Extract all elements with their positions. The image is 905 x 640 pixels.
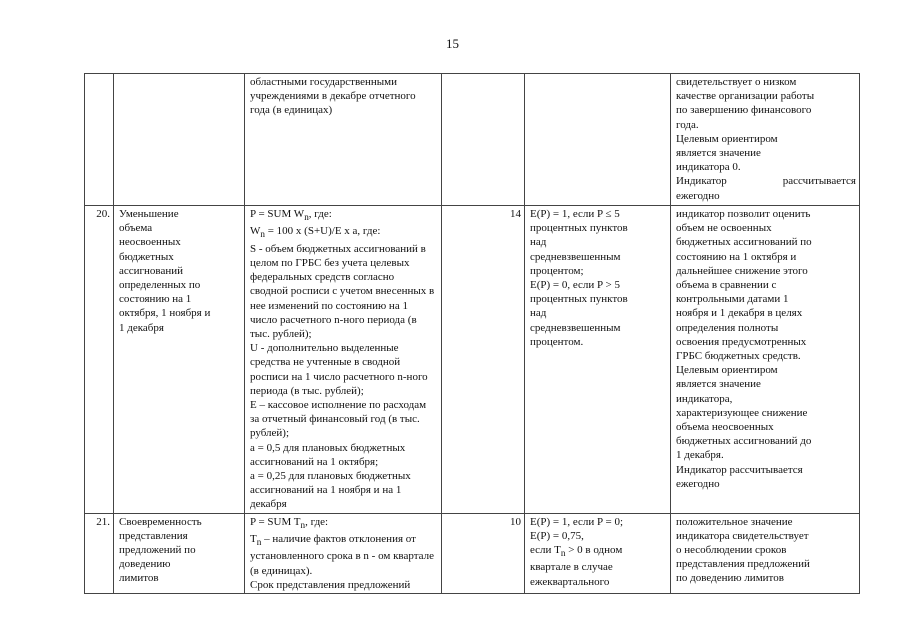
eval-line: ежеквартального (530, 575, 610, 588)
comment-line-justified (676, 174, 856, 188)
eval-t-line: если $T_n > 0$ в одном (530, 544, 623, 559)
formula-line: U - дополнительно выделенные (250, 342, 399, 355)
formula-line: года (в единицах) (250, 104, 333, 117)
evaluation-cell (525, 513, 671, 593)
row-number: 21. (85, 513, 114, 593)
name-line: Своевременность (119, 515, 202, 528)
name-line: состоянию на 1 (119, 293, 192, 306)
formula-line: ассигнований на 1 октября; (250, 455, 379, 468)
comment-line: объем не освоенных (676, 222, 772, 235)
indicator-name-cell (114, 513, 245, 593)
comment-line: является значение (676, 147, 761, 160)
comment-line: представления предложений (676, 558, 810, 571)
comment-line: индикатора свидетельствует (676, 529, 809, 542)
name-line: неосвоенных (119, 236, 181, 249)
formula-line: тыс. рублей); (250, 328, 312, 340)
formula-line: нее изменений по состоянию на 1 (250, 299, 408, 312)
eval-line: процентных пунктов (530, 222, 628, 235)
name-line: октября, 1 ноября и (119, 307, 211, 320)
formula-line: росписи на 1 число расчетного n-ного (250, 370, 428, 383)
eval-line: процентом. (530, 335, 584, 348)
comment-word: Индикатор (676, 175, 727, 188)
eval-line: E(P) = 0,75, (530, 529, 584, 542)
indicator-name-cell (114, 206, 245, 514)
comment-line: объема неосвоенных (676, 421, 774, 434)
points-cell (442, 74, 525, 206)
comment-cell (671, 74, 860, 206)
comment-line: бюджетных ассигнований до (676, 435, 812, 448)
comment-line: по доведению лимитов (676, 572, 784, 585)
formula-line: средства не учтенные в сводной (250, 356, 401, 369)
comment-line: бюджетных ассигнований по (676, 236, 812, 249)
formula-line: S - объем бюджетных ассигнований в (250, 242, 426, 255)
name-line: доведению (119, 558, 171, 571)
comment-line: года. (676, 118, 699, 131)
formula-line: рублей); (250, 427, 290, 440)
formula-line: Срок представления предложений (250, 578, 411, 591)
comment-line: положительное значение (676, 515, 793, 528)
formula-line: периода (в тыс. рублей); (250, 384, 364, 397)
eval-line: квартале в случае (530, 561, 613, 574)
comment-line: Целевым ориентиром (676, 132, 778, 145)
formula-cell (245, 74, 442, 206)
table-row-20 (85, 206, 860, 514)
comment-line: Индикатор рассчитывается (676, 463, 803, 476)
formula-cell (245, 513, 442, 593)
formula-line: a = 0,5 для плановых бюджетных (250, 441, 406, 454)
comment-line: освоения предусмотренных (676, 335, 807, 348)
name-line: ассигнований (119, 264, 184, 277)
comment-line: ГРБС бюджетных средств. (676, 350, 801, 363)
name-line: определенных по (119, 279, 201, 292)
formula-line: областными государственными (250, 76, 398, 88)
comment-line: является значение (676, 378, 761, 391)
name-line: представления (119, 529, 188, 542)
formula-t-line: $T_n$ – наличие фактов отклонения от (250, 533, 416, 548)
eval-line: E(P) = 1, если P = 0; (530, 515, 624, 528)
eval-line: над (530, 307, 547, 320)
formula-line: декабря (250, 498, 287, 511)
formula-p-line: P = SUM $W_n$, где: (250, 208, 332, 223)
formula-w-line: $W_n = 100$ x (S+U)/E x a, где: (250, 225, 381, 240)
comment-line: ежегодно (676, 477, 720, 490)
comment-line: качестве организации работы (676, 90, 815, 103)
name-line: Уменьшение (119, 208, 179, 220)
page-number: 15 (446, 36, 459, 51)
formula-line: (в единицах). (250, 564, 313, 577)
formula-line: E – кассовое исполнение по расходам (250, 399, 427, 412)
points-cell: 10 (442, 513, 525, 593)
name-line: объема (119, 222, 153, 235)
name-line: бюджетных (119, 250, 174, 263)
formula-line: ассигнований на 1 ноября и на 1 (250, 484, 402, 497)
eval-line: E(P) = 0, если P > 5 (530, 279, 620, 292)
eval-line: процентом; (530, 264, 584, 277)
formula-cell (245, 206, 442, 514)
comment-line: индикатора 0. (676, 161, 741, 174)
formula-line: за отчетный финансовый год (в тыс. (250, 413, 420, 426)
comment-line: 1 декабря. (676, 449, 724, 462)
indicator-table (84, 73, 860, 594)
formula-line: установленного срока в n - ом квартале (250, 550, 434, 563)
number-cell (85, 74, 114, 206)
comment-line: индикатора, (676, 392, 733, 405)
eval-line: средневзвешенным (530, 321, 621, 334)
name-line: лимитов (119, 572, 159, 585)
name-cell (114, 74, 245, 206)
comment-cell (671, 513, 860, 593)
comment-line: определения полноты (676, 321, 779, 334)
formula-line: федеральных средств согласно (250, 271, 395, 284)
eval-line: над (530, 236, 547, 249)
comment-line: по завершению финансового (676, 104, 812, 117)
comment-line: состоянию на 1 октября и (676, 250, 797, 263)
evaluation-cell (525, 206, 671, 514)
comment-line: о несоблюдении сроков (676, 544, 787, 557)
eval-line: средневзвешенным (530, 250, 621, 263)
comment-line: ежегодно (676, 189, 720, 202)
formula-line: сводной росписи с учетом внесенных в (250, 285, 435, 298)
formula-line: a = 0,25 для плановых бюджетных (250, 470, 411, 483)
row-number: 20. (85, 206, 114, 514)
comment-line: Целевым ориентиром (676, 364, 778, 377)
comment-cell (671, 206, 860, 514)
comment-line: свидетельствует о низком (676, 76, 797, 88)
name-line: предложений по (119, 544, 196, 557)
points-cell: 14 (442, 206, 525, 514)
formula-line: целом по ГРБС без учета целевых (250, 256, 410, 269)
comment-line: контрольными датами 1 (676, 293, 789, 306)
comment-word: рассчитывается (782, 175, 856, 188)
table-row-continuation (85, 74, 860, 206)
comment-line: ноября и 1 декабря в целях (676, 307, 803, 320)
formula-line: учреждениями в декабре отчетного (250, 90, 416, 103)
comment-line: объема в сравнении с (676, 279, 777, 292)
formula-p-line: P = SUM $T_n$, где: (250, 515, 329, 530)
table-row-21 (85, 513, 860, 593)
formula-line: число расчетного n-ного периода (в (250, 313, 417, 326)
comment-line: характеризующее снижение (676, 406, 808, 419)
comment-line: дальнейшее снижение этого (676, 264, 808, 277)
eval-line: процентных пунктов (530, 293, 628, 306)
comment-line: индикатор позволит оценить (676, 208, 811, 220)
eval-line: E(P) = 1, если P ≤ 5 (530, 208, 620, 220)
name-line: 1 декабря (119, 321, 164, 334)
evaluation-cell (525, 74, 671, 206)
